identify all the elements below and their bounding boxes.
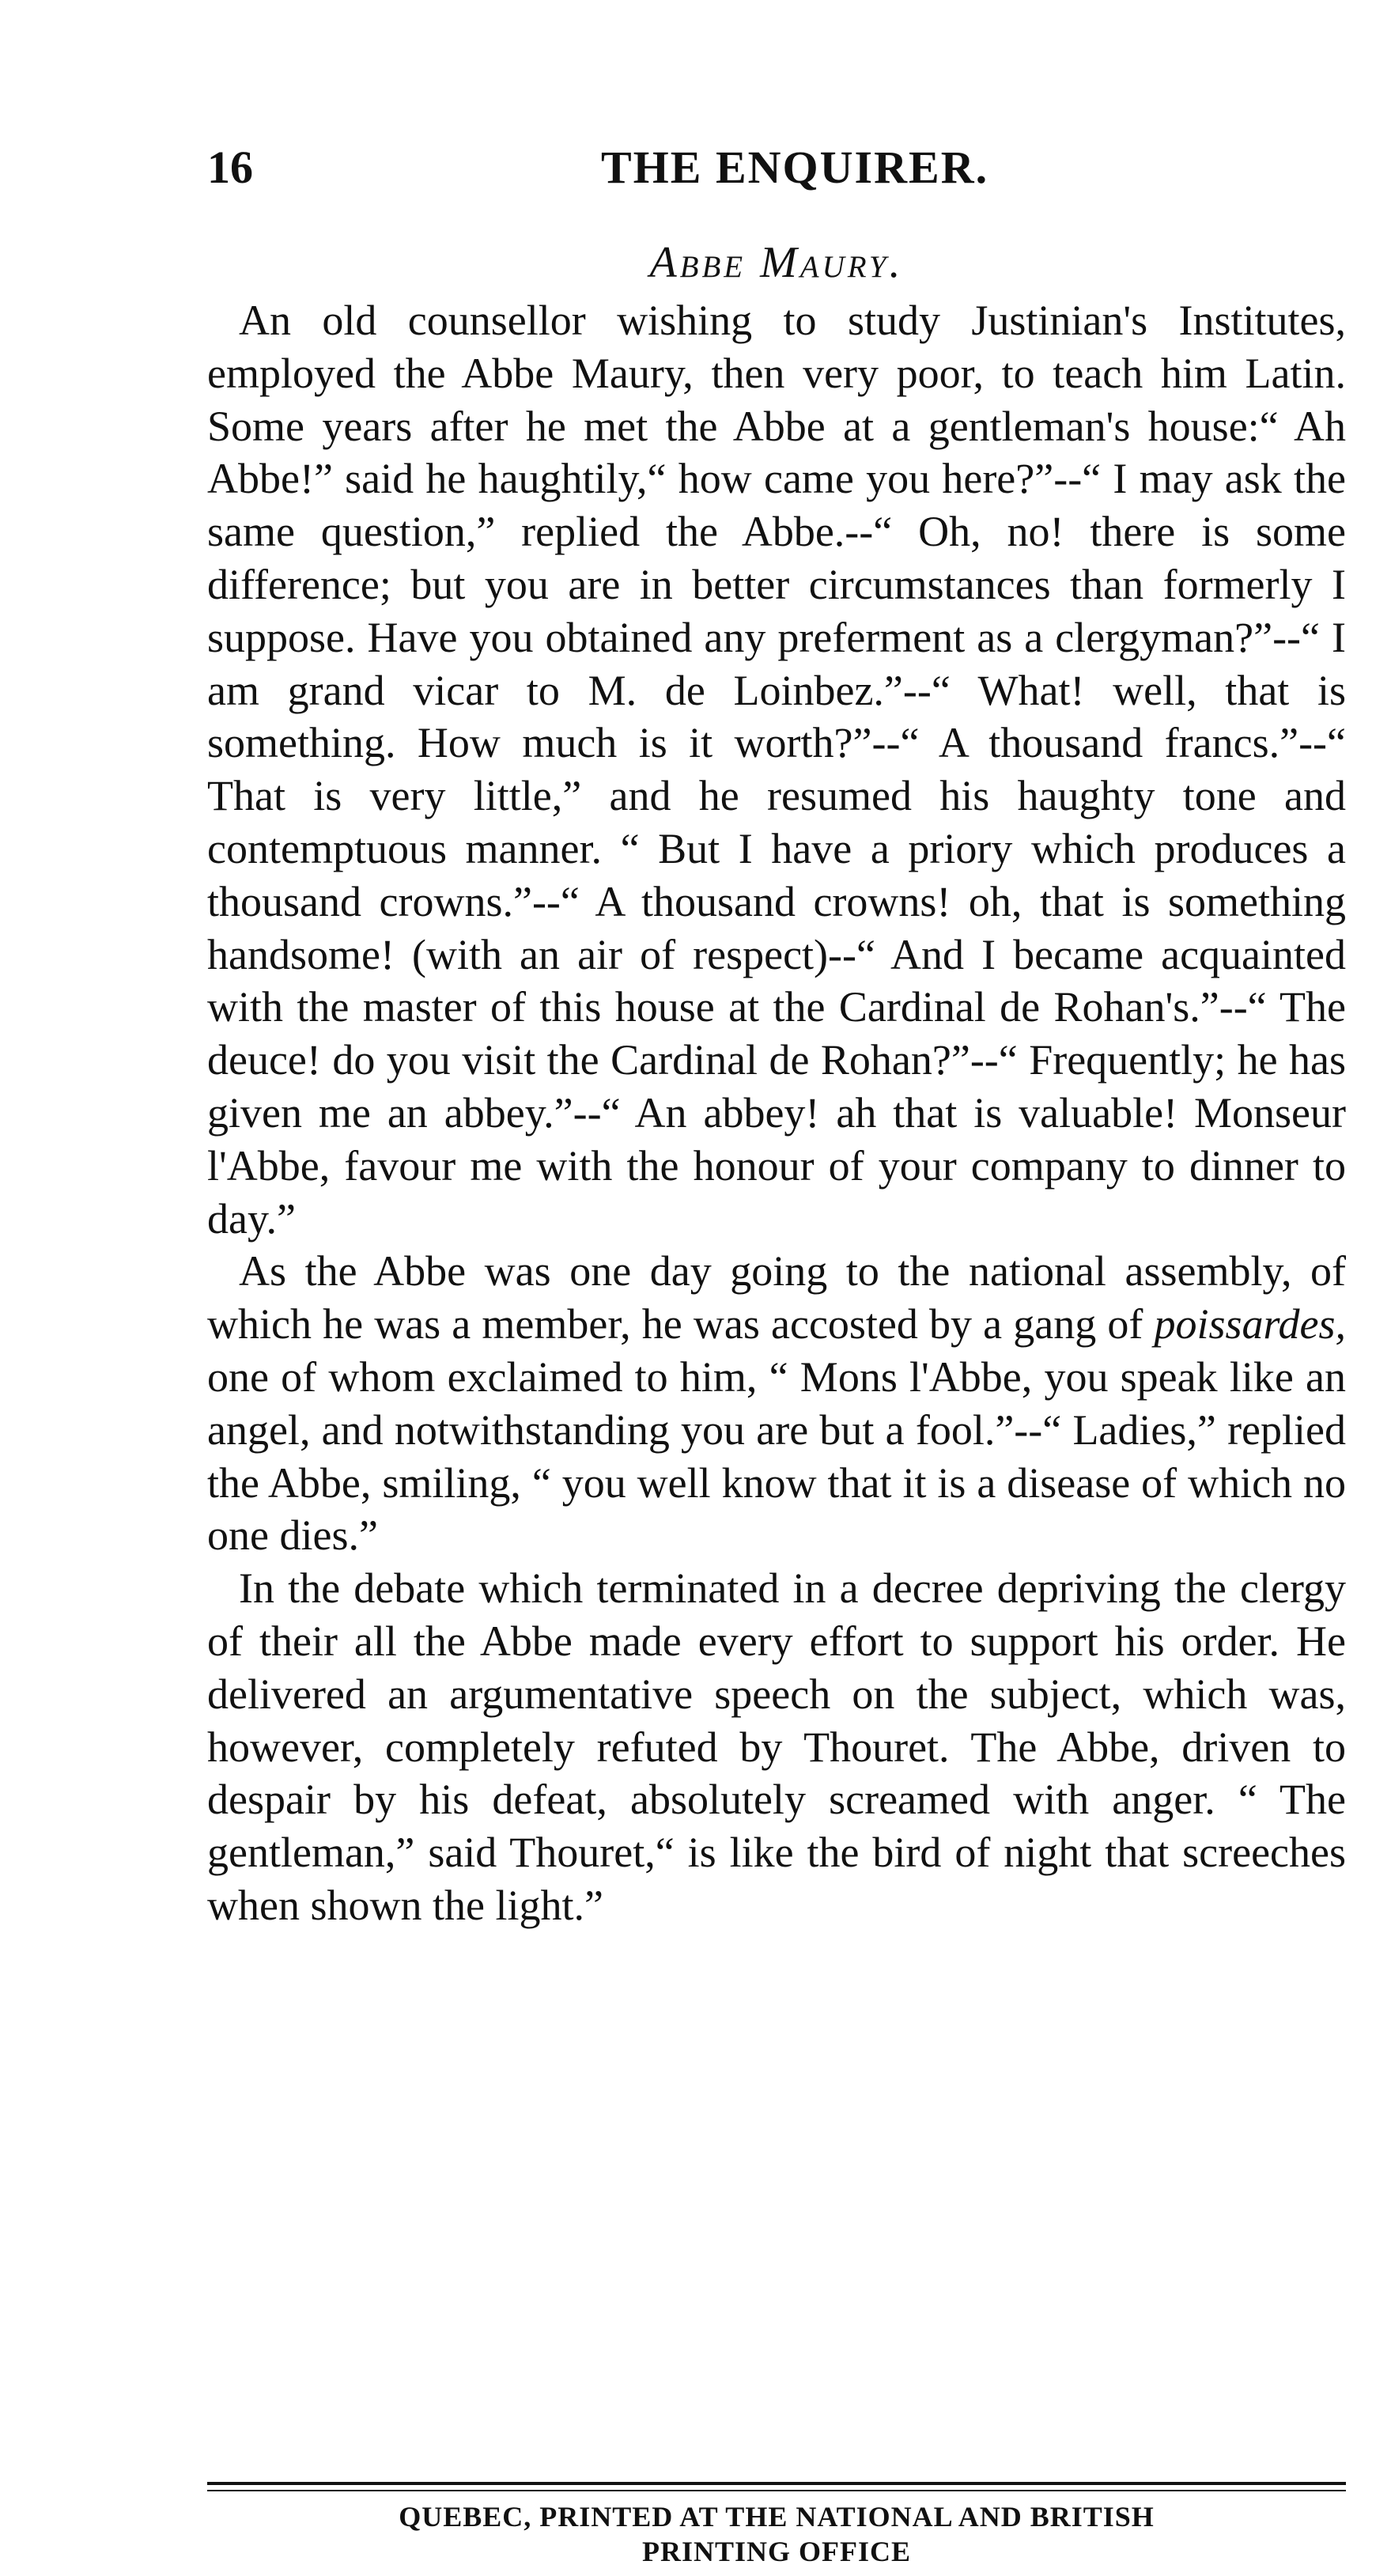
paragraph-3: In the debate which terminated in a decree depriving the clergy of their all the Abbe made every effort to support his order. He delivered an argumentative speech on the subject, which was, however, completely refuted by Thouret. The Abbe, driven to despair by his defeat, absolutely screamed with anger. “ The gentleman,” said Thouret,“ is like the bird of night that screeches when shown the light.” (207, 1564, 1346, 1929)
article-title: Abbe Maury. (649, 238, 904, 287)
paragraph-2 (207, 1245, 1346, 1562)
imprint-line-2: PRINTING OFFICE (641, 2536, 912, 2567)
footer-rule-thick (207, 2482, 1346, 2485)
imprint-footer (207, 2499, 1346, 2569)
paragraph-2-rest: one of whom exclaimed to him, “ Mons l'Abbe, you speak like an angel, and notwithstanding you are but a fool.”--“ Ladies,” replied the Abbe, smiling, “ you well know that it is a disease of which no one dies.” (207, 1352, 1346, 1560)
paragraph-2-start: As the Abbe was one day going to the national assembly, of which he was a member, he was accosted by a gang of (207, 1247, 1346, 1349)
paragraph-2-italic: poissardes, (1154, 1300, 1346, 1349)
running-head: THE ENQUIRER. (601, 142, 989, 193)
footer-rule-thin (207, 2490, 1346, 2491)
page-number: 16 (207, 142, 253, 193)
imprint-line-1: QUEBEC, PRINTED AT THE NATIONAL AND BRITISH (399, 2501, 1155, 2532)
article (207, 237, 1346, 1932)
paragraph-1: An old counsellor wishing to study Justinian's Institutes, employed the Abbe Maury, then very poor, to teach him Latin. Some years after he met the Abbe at a gentleman's house:“ Ah Abbe!” said he haughtily,“ how came you here?”--“ I may ask the same question,” replied the Abbe.--“ Oh, no! there is some difference; but you are in better circumstances than formerly I suppose. Have you obtained any preferment as a clergyman?”--“ I am grand vicar to M. de Loinbez.”--“ What! well, that is something. How much is it worth?”--“ A thousand francs.”--“ That is very little,” and he resumed his haughty tone and contemptuous manner. “ But I have a priory which produces a thousand crowns.”--“ A thousand crowns! oh, that is something handsome! (with an air of respect)--“ And I became acquainted with the master of this house at the Cardinal de Rohan's.”--“ The deuce! do you visit the Cardinal de Rohan?”--“ Frequently; he has given me an abbey.”--“ An abbey! ah that is valuable! Monseur l'Abbe, favour me with the honour of your company to dinner to day.” (207, 297, 1346, 1243)
